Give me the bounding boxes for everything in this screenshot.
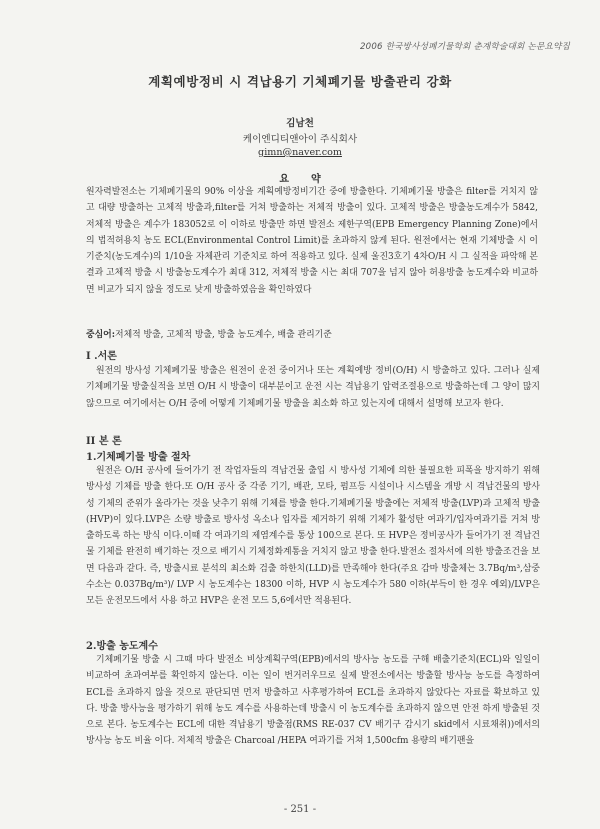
section-intro-text: 원전의 방사성 기체폐기물 방출은 원전이 운전 중이거나 또는 계획예방 정비(O/H) 시 방출하고 있다. 그러나 실제 기체폐기물 방출실적을 보면 O/H 시 방출이 대부분이고 운전 시는 격납용기 압력조절용으로 방출하는데 그 양이 많지 않으므로 여기에서는 O/H 중에 어떻게 기체폐기물 방출을 최소화 하고 있는지에 대해서 설명해 보고자 한다. bbox=[86, 366, 540, 409]
subsection-procedure-title: 1.기체폐기물 방출 절차 bbox=[86, 452, 191, 463]
section-intro-body bbox=[86, 363, 540, 412]
section-body-title: II 본 론 bbox=[86, 436, 122, 447]
keywords-label: 중심어: bbox=[86, 330, 115, 340]
subsection-coefficient-body bbox=[86, 652, 540, 750]
header-note: 2006 한국방사성폐기물학회 춘계학술대회 논문요약집 bbox=[360, 42, 570, 52]
author-name: 김남천 bbox=[286, 118, 314, 129]
subsection-procedure-text: 원전은 O/H 공사에 들어가기 전 작업자들의 격납건물 출입 시 방사성 기체에 의한 불필요한 피폭을 방지하기 위해 방사성 기체를 방출 한다.또 O/H 공사 중 각종 기기, 배관, 모타, 펌프등 시설이나 시스템을 개방 시 격납건물의 방사성 기체의 준위가 올라가는 것을 낮추기 위해 기체를 방출 한다.기체폐기물 방출에는 저체적 방출(LVP)과 고체적 방출(HVP)이 있다.LVP은 소량 방출로 방사성 옥소나 입자를 제거하기 위해 기체가 활성탄 여과기/입자여과기를 거쳐 방출하도록 하는 방식 이다.이때 각 여과기의 제염계수를 통상 100으로 본다. 또 HVP은 정비공사가 들어가기 전 격납건물 기체를 완전히 배기하는 것으로 배기시 기체정화계통을 거치지 않고 방출 한다.발전소 절차서에 의한 방출조건을 보면 다음과 같다. 즉, 방출시료 분석의 최소화 검출 하한치(LLD)를 만족해야 한다(주요 감마 방출체는 3.7Bq/m³,삼중수소는 0.037Bq/m³)/ LVP 시 농도계수는 18300 이하, HVP 시 농도계수가 580 이하(부득이 한 경우 예외)/LVP은 모든 운전모드에서 사용 하고 HVP은 운전 모드 5,6에서만 적용된다. bbox=[86, 466, 540, 607]
page-number: - 251 - bbox=[283, 804, 317, 815]
paper-title: 계획예방정비 시 격납용기 기체폐기물 방출관리 강화 bbox=[148, 74, 452, 89]
abstract-text: 원자력발전소는 기체폐기물의 90% 이상을 계획예방정비기간 중에 방출한다. 기체폐기물 방출은 filter를 거치지 않고 대량 방출하는 고체적 방출과,filter를 거쳐 방출하는 저체적 방출이 있다. 고체적 방출은 방출농도계수가 5842, 저체적 방출은 계수가 183052로 이 이하로 방출만 하면 발전소 제한구역(EPB Emergency Planning Zone)에서의 법적허용치 농도 ECL(Environmental Control Limit)를 초과하지 않게 된다. 원전에서는 현재 기체방출 시 이 기준치(농도계수)의 1/10을 자체관리 기준치로 하여 적용하고 있다. 실제 울진3호기 4차O/H 시 그 실적을 파악해 본 결과 고체적 방출 시 방출농도계수가 최대 312, 저체적 방출 시는 최대 707을 넘지 않아 허용방출 농도계수와 비교하면 비교가 되지 않을 정도로 낮게 방출하였음을 확인하였다 bbox=[86, 187, 538, 295]
subsection-coefficient-title: 2.방출 농도계수 bbox=[86, 641, 158, 652]
subsection-procedure-body bbox=[86, 463, 540, 610]
keywords-text: 저체적 방출, 고체적 방출, 방출 농도계수, 배출 관리기준 bbox=[115, 330, 332, 340]
author-org: 케이엔디티앤아이 주식회사 bbox=[242, 134, 358, 145]
section-intro-title: I .서론 bbox=[86, 351, 117, 362]
keywords bbox=[86, 327, 538, 340]
subsection-coefficient-text: 기체폐기물 방출 시 그때 마다 발전소 비상계획구역(EPB)에서의 방사능 농도를 구해 배출기준치(ECL)와 일일이 비교하여 초과여부를 확인하지 않는다. 이는 일이 번거러우므로 실제 발전소에서는 방출할 방사능 농도를 측정하여 ECL를 초과하지 않을 것으로 판단되면 먼저 방출하고 사후평가하여 ECL를 초과하지 않았다는 자료를 확보하고 있다. 방출 방사능을 평가하기 위해 농도 계수를 사용하는데 방출시 이 농도계수를 초과하지 않으면 안전 하게 방출된 것으로 본다. 농도계수는 ECL에 대한 격납용기 방출점(RMS RE-037 CV 배기구 감시기 skid에서 시료채취))에서의 방사능 농도 비율 이다. 저체적 방출은 Charcoal /HEPA 여과기를 거쳐 1,500cfm 용량의 배기팬을 bbox=[86, 655, 540, 747]
author-email[interactable]: gimn@naver.com bbox=[258, 147, 342, 158]
abstract-heading: 요약 bbox=[279, 174, 343, 185]
